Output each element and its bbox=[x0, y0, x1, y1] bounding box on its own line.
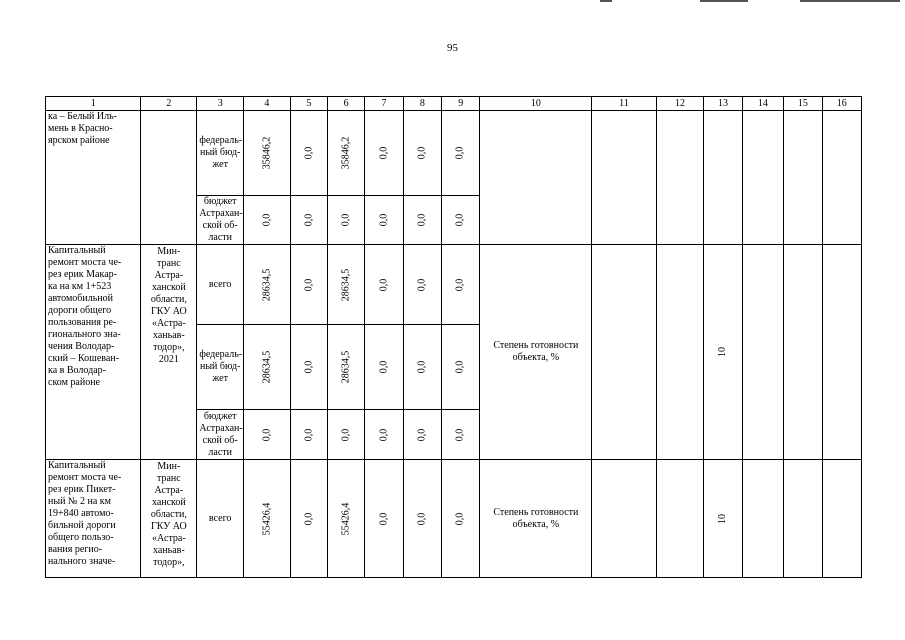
funding-source-cell: всего bbox=[197, 460, 244, 578]
indicator-col12-cell bbox=[656, 460, 704, 578]
value-cell-col5 bbox=[290, 245, 327, 325]
value-cell-col7 bbox=[365, 196, 403, 245]
value-cell-col6 bbox=[327, 410, 364, 460]
value-cell-col7 bbox=[365, 245, 403, 325]
value-cell-col8 bbox=[403, 410, 441, 460]
scan-artifact-line-2 bbox=[700, 0, 748, 2]
indicator-cell: Степень готовности объекта, % bbox=[480, 245, 592, 460]
header-cell-14: 14 bbox=[742, 97, 783, 111]
value-text: 0,0 bbox=[377, 360, 389, 374]
value-text: 28634,5 bbox=[260, 350, 272, 384]
value-text: 0,0 bbox=[377, 278, 389, 291]
value-cell-col4 bbox=[244, 245, 291, 325]
header-cell-15: 15 bbox=[784, 97, 822, 111]
value-cell-col5 bbox=[290, 460, 327, 578]
header-cell-3: 3 bbox=[197, 97, 244, 111]
scan-artifact-line-1 bbox=[600, 0, 612, 2]
header-cell-12: 12 bbox=[656, 97, 704, 111]
value-cell-col4 bbox=[244, 111, 291, 196]
header-cell-16: 16 bbox=[822, 97, 862, 111]
header-cell-4: 4 bbox=[244, 97, 291, 111]
indicator-col11-cell bbox=[592, 245, 656, 460]
header-cell-8: 8 bbox=[403, 97, 441, 111]
value-cell-col8 bbox=[403, 111, 441, 196]
header-cell-11: 11 bbox=[592, 97, 656, 111]
value-cell-col7 bbox=[365, 111, 403, 196]
indicator-col13-cell bbox=[704, 460, 742, 578]
value-text: 0,0 bbox=[302, 428, 314, 441]
header-cell-9: 9 bbox=[442, 97, 480, 111]
indicator-cell bbox=[480, 111, 592, 245]
value-cell-col6 bbox=[327, 196, 364, 245]
value-cell-col7 bbox=[365, 460, 403, 578]
value-text: 0,0 bbox=[416, 360, 428, 374]
value-cell-col4 bbox=[244, 325, 291, 410]
table-header-row bbox=[46, 97, 862, 111]
table-row bbox=[46, 460, 862, 578]
header-cell-10: 10 bbox=[480, 97, 592, 111]
indicator-col16-cell bbox=[822, 111, 862, 245]
value-text: 0,0 bbox=[454, 146, 466, 160]
value-text: 0,0 bbox=[302, 278, 314, 291]
value-cell-col4 bbox=[244, 410, 291, 460]
value-cell-col6 bbox=[327, 460, 364, 578]
object-name-cell: Капитальный ремонт моста че- рез ерик Макар- ка на км 1+523 автомобильной дороги общего пользования ре- гионального зна- чения Володар- ский – Кошеван- ка в Володар- ском районе bbox=[46, 245, 141, 460]
header-cell-2: 2 bbox=[141, 97, 197, 111]
value-cell-col4 bbox=[244, 460, 291, 578]
indicator-col15-cell bbox=[784, 111, 822, 245]
header-cell-1: 1 bbox=[46, 97, 141, 111]
indicator-col12-cell bbox=[656, 245, 704, 460]
value-text: 35846,2 bbox=[340, 136, 352, 170]
header-cell-13: 13 bbox=[704, 97, 742, 111]
value-text: 55426,4 bbox=[340, 502, 352, 535]
table-row bbox=[46, 111, 862, 196]
value-cell-col9 bbox=[442, 111, 480, 196]
funding-source-cell: федераль- ный бюд- жет bbox=[197, 111, 244, 196]
value-text: 0,0 bbox=[340, 428, 352, 441]
indicator-value: 10 bbox=[716, 513, 728, 524]
value-text: 28634,5 bbox=[260, 268, 272, 301]
indicator-col14-cell bbox=[742, 245, 783, 460]
value-text: 0,0 bbox=[302, 213, 314, 227]
header-cell-7: 7 bbox=[365, 97, 403, 111]
value-text: 0,0 bbox=[302, 512, 314, 525]
funding-source-cell: федераль- ный бюд- жет bbox=[197, 325, 244, 410]
value-text: 0,0 bbox=[416, 213, 428, 227]
funding-source-cell: всего bbox=[197, 245, 244, 325]
value-text: 0,0 bbox=[416, 512, 428, 525]
header-cell-5: 5 bbox=[290, 97, 327, 111]
value-cell-col5 bbox=[290, 325, 327, 410]
value-text: 0,0 bbox=[260, 213, 272, 227]
indicator-value: 10 bbox=[716, 347, 728, 357]
value-cell-col9 bbox=[442, 325, 480, 410]
value-cell-col7 bbox=[365, 325, 403, 410]
value-cell-col6 bbox=[327, 111, 364, 196]
object-name-cell: Капитальный ремонт моста че- рез ерик Пикет- ный № 2 на км 19+840 автомо- бильной дороги общего пользо- вания регио- нального значе- bbox=[46, 460, 141, 578]
value-cell-col6 bbox=[327, 245, 364, 325]
funding-source-cell: бюджет Астрахан- ской об- ласти bbox=[197, 410, 244, 460]
value-cell-col8 bbox=[403, 196, 441, 245]
value-text: 0,0 bbox=[416, 278, 428, 291]
value-text: 28634,5 bbox=[340, 350, 352, 384]
value-text: 0,0 bbox=[377, 213, 389, 227]
value-cell-col5 bbox=[290, 410, 327, 460]
value-text: 0,0 bbox=[454, 428, 466, 441]
value-cell-col4 bbox=[244, 196, 291, 245]
indicator-col11-cell bbox=[592, 111, 656, 245]
funding-source-cell: бюджет Астрахан- ской об- ласти bbox=[197, 196, 244, 245]
value-text: 0,0 bbox=[302, 146, 314, 160]
indicator-cell: Степень готовности объекта, % bbox=[480, 460, 592, 578]
indicator-col13-cell bbox=[704, 111, 742, 245]
value-text: 0,0 bbox=[260, 428, 272, 441]
indicator-col11-cell bbox=[592, 460, 656, 578]
value-text: 0,0 bbox=[454, 213, 466, 227]
value-text: 0,0 bbox=[377, 146, 389, 160]
indicator-col14-cell bbox=[742, 111, 783, 245]
indicator-col13-cell bbox=[704, 245, 742, 460]
value-text: 0,0 bbox=[416, 428, 428, 441]
value-cell-col9 bbox=[442, 196, 480, 245]
value-cell-col8 bbox=[403, 325, 441, 410]
indicator-col12-cell bbox=[656, 111, 704, 245]
indicator-col16-cell bbox=[822, 460, 862, 578]
value-text: 0,0 bbox=[377, 512, 389, 525]
value-cell-col5 bbox=[290, 196, 327, 245]
indicator-col15-cell bbox=[784, 245, 822, 460]
value-cell-col7 bbox=[365, 410, 403, 460]
scan-artifact-line-3 bbox=[800, 0, 900, 2]
responsible-cell: Мин- транс Астра- ханской области, ГКУ АО «Астра- ханьав- тодор», bbox=[141, 460, 197, 578]
value-cell-col6 bbox=[327, 325, 364, 410]
value-text: 0,0 bbox=[454, 512, 466, 525]
value-cell-col9 bbox=[442, 245, 480, 325]
value-cell-col8 bbox=[403, 245, 441, 325]
value-text: 0,0 bbox=[416, 146, 428, 160]
value-text: 0,0 bbox=[340, 213, 352, 227]
value-cell-col5 bbox=[290, 111, 327, 196]
value-text: 28634,5 bbox=[340, 268, 352, 301]
responsible-cell bbox=[141, 111, 197, 245]
value-cell-col8 bbox=[403, 460, 441, 578]
value-text: 0,0 bbox=[377, 428, 389, 441]
indicator-col14-cell bbox=[742, 460, 783, 578]
indicator-col16-cell bbox=[822, 245, 862, 460]
table-row bbox=[46, 245, 862, 325]
indicator-col15-cell bbox=[784, 460, 822, 578]
page-number: 95 bbox=[447, 42, 458, 54]
value-text: 35846,2 bbox=[260, 136, 272, 170]
budget-table bbox=[45, 96, 862, 578]
value-text: 0,0 bbox=[454, 360, 466, 374]
value-text: 0,0 bbox=[454, 278, 466, 291]
responsible-cell: Мин- транс Астра- ханской области, ГКУ АО «Астра- ханьав- тодор», 2021 bbox=[141, 245, 197, 460]
value-cell-col9 bbox=[442, 460, 480, 578]
value-cell-col9 bbox=[442, 410, 480, 460]
value-text: 55426,4 bbox=[260, 502, 272, 535]
object-name-cell: ка – Белый Иль- мень в Красно- ярском районе bbox=[46, 111, 141, 245]
value-text: 0,0 bbox=[302, 360, 314, 374]
header-cell-6: 6 bbox=[327, 97, 364, 111]
